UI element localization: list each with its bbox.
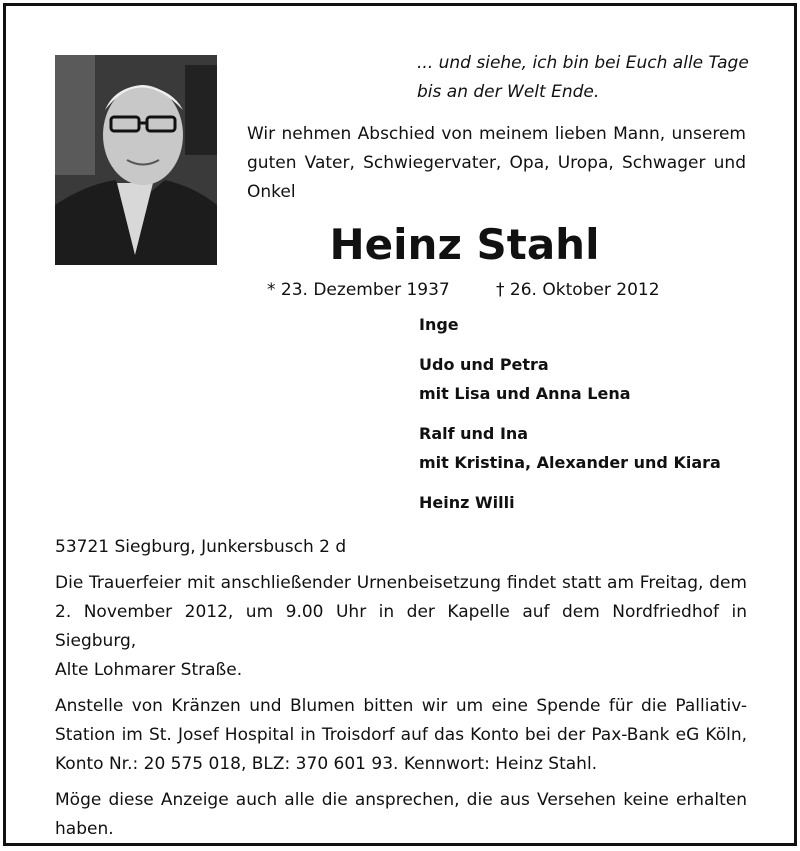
notice-body — [55, 533, 747, 851]
donation-line: Station im St. Josef Hospital in Troisdorf auf das Konto bei der Pax-Bank eG Köln, — [55, 725, 747, 745]
family-member: Heinz Willi — [419, 493, 515, 512]
family-group — [419, 419, 721, 477]
birth-date: * 23. Dezember 1937 — [267, 280, 450, 300]
bible-quote — [417, 49, 749, 107]
deceased-name: Heinz Stahl — [329, 220, 600, 269]
family-member: Udo und Petra — [419, 355, 549, 374]
intro-line: Wir nehmen Abschied von meinem lieben Mann, unserem — [247, 124, 746, 144]
donation-line: Konto Nr.: 20 575 018, BLZ: 370 601 93. Kennwort: Heinz Stahl. — [55, 754, 598, 774]
donation-paragraph — [55, 692, 747, 779]
obituary-notice — [3, 3, 797, 846]
family-member: Inge — [419, 315, 459, 334]
donation-line: Anstelle von Kränzen und Blumen bitten wir um eine Spende für die Palliativ- — [55, 696, 747, 716]
death-date: † 26. Oktober 2012 — [496, 280, 660, 300]
quote-line: bis an der Welt Ende. — [417, 82, 600, 102]
ceremony-paragraph — [55, 569, 747, 685]
family-member: mit Kristina, Alexander und Kiara — [419, 453, 721, 472]
closing-line: Möge diese Anzeige auch alle die ansprechen, die aus Versehen keine erhalten — [55, 790, 747, 810]
family-list — [419, 310, 721, 528]
portrait-image — [55, 55, 217, 265]
address — [55, 533, 747, 562]
ceremony-line: 2. November 2012, um 9.00 Uhr in der Kapelle auf dem Nordfriedhof in Siegburg, — [55, 602, 747, 651]
ceremony-line: Die Trauerfeier mit anschließender Urnenbeisetzung findet statt am Freitag, dem — [55, 573, 747, 593]
closing-line: haben. — [55, 819, 114, 839]
intro-line: Onkel — [247, 182, 296, 202]
ceremony-line: Alte Lohmarer Straße. — [55, 660, 243, 680]
family-member: Ralf und Ina — [419, 424, 529, 443]
family-group — [419, 488, 721, 517]
quote-line: ... und siehe, ich bin bei Euch alle Tage — [417, 53, 749, 73]
intro-line: guten Vater, Schwiegervater, Opa, Uropa, Schwager und — [247, 153, 746, 173]
family-member: mit Lisa und Anna Lena — [419, 384, 631, 403]
address-line: 53721 Siegburg, Junkersbusch 2 d — [55, 537, 347, 557]
family-group — [419, 310, 721, 339]
family-group — [419, 350, 721, 408]
intro-text — [247, 120, 746, 207]
closing-paragraph — [55, 786, 747, 844]
portrait-photo — [55, 55, 217, 265]
